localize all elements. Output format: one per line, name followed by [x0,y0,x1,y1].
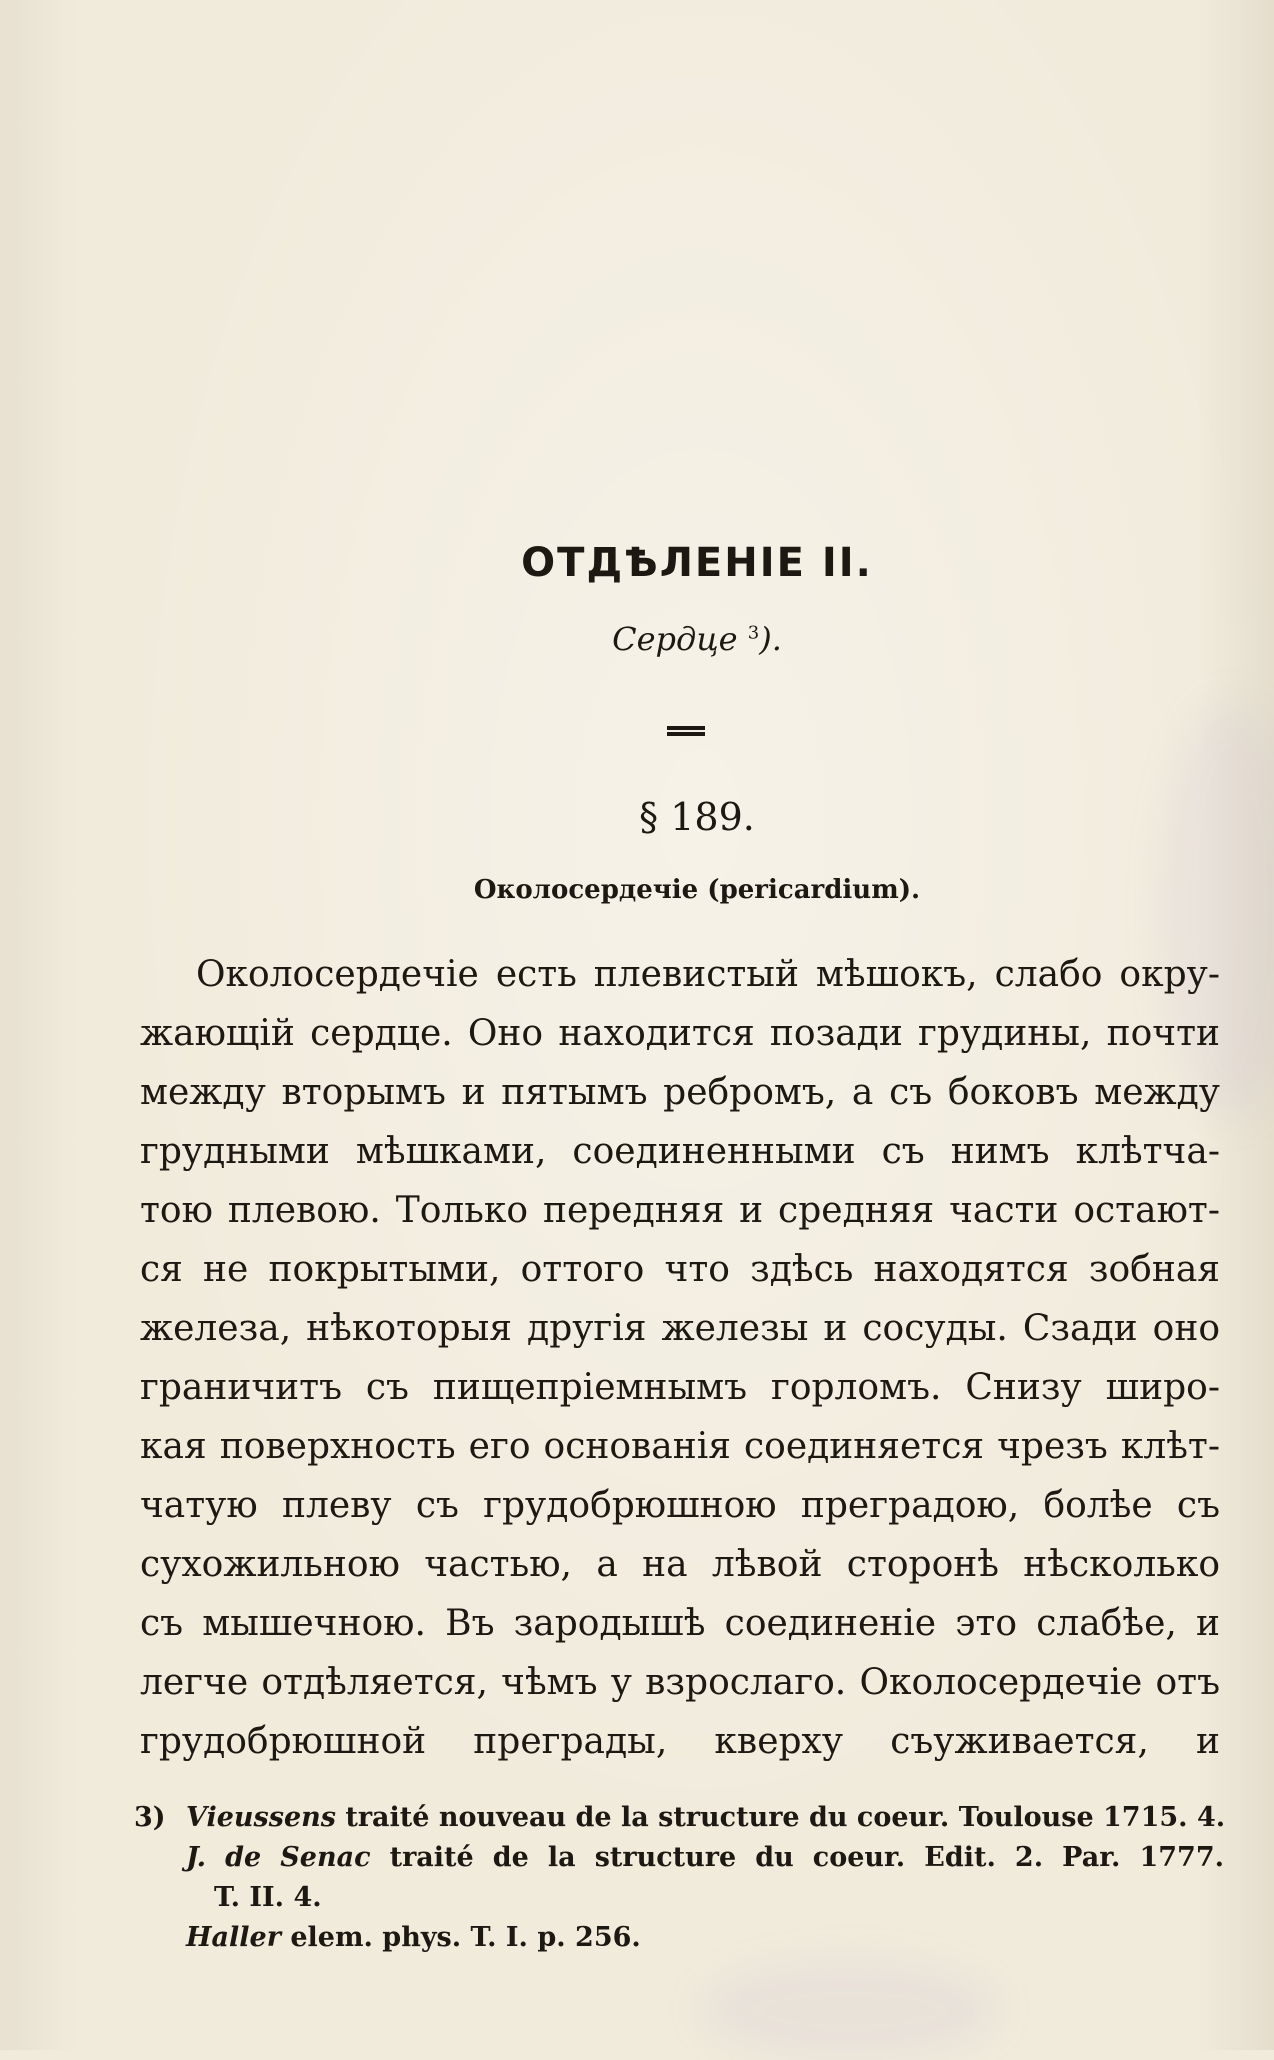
text-line: сухожильною частью, а на лѣвой сторонѣ нѣсколько [140,1544,1220,1585]
text-line: грудными мѣшками, соединенными съ нимъ клѣтча- [140,1131,1220,1172]
text-line: Околосердечіе есть плевистый мѣшокъ, слабо окру- [196,954,1220,995]
subtitle-text: Сердце [612,620,738,658]
footnote-ref: 3 [747,622,760,644]
text-line: легче отдѣляется, чѣмъ у взрослаго. Околосердечіе отъ [140,1662,1220,1703]
text-line: граничитъ съ пищепріемнымъ горломъ. Снизу широ- [140,1367,1220,1408]
footnote-author: Vieussens [186,1802,336,1833]
footnote-line [134,1798,1224,1838]
text-line: грудобрюшной преграды, кверху съуживается, и [140,1721,1220,1762]
footnote-line [134,1838,1224,1878]
double-rule-divider [667,726,705,736]
text-line: кая поверхность его основанія соединяется чрезъ клѣт- [140,1426,1220,1467]
footnote-author: J. de Senac [186,1842,371,1873]
paragraph-number: § 189. [639,795,755,839]
section-subtitle [0,620,1274,658]
footnote-author: Haller [186,1922,281,1953]
footnote-line [134,1918,1224,1958]
footnote-text: traité de la structure du coeur. Edit. 2. Par. 1777. [389,1842,1225,1873]
text-line: съ мышечною. Въ зародышѣ соединеніе это слабѣе, и [140,1603,1220,1644]
footnotes [134,1798,1224,1958]
text-line: чатую плеву съ грудобрюшною преградою, болѣе съ [140,1485,1220,1526]
bleed-through-stain [700,1960,1000,2060]
subtitle-tail: ). [759,620,782,658]
text-line: жающій сердце. Оно находится позади грудины, почти [140,1013,1220,1054]
footnote-text: traité nouveau de la structure du coeur. Toulouse 1715. 4. [345,1802,1226,1833]
footnote-text: elem. phys. T. I. p. 256. [290,1922,641,1953]
section-heading: ОТДѢЛЕНІЕ II. [521,540,873,586]
paragraph-title: Околосердечіе (pericardium). [473,875,921,905]
footnote-marker: 3) [134,1802,166,1833]
text-line: ся не покрытыми, оттого что здѣсь находятся зобная [140,1249,1220,1290]
text-line: между вторымъ и пятымъ ребромъ, а съ боковъ между [140,1072,1220,1113]
body-text [140,945,1220,1771]
text-line: железа, нѣкоторыя другія железы и сосуды. Сзади оно [140,1308,1220,1349]
footnote-line: T. II. 4. [214,1882,322,1913]
text-line: тою плевою. Только передняя и средняя части остают- [140,1190,1220,1231]
